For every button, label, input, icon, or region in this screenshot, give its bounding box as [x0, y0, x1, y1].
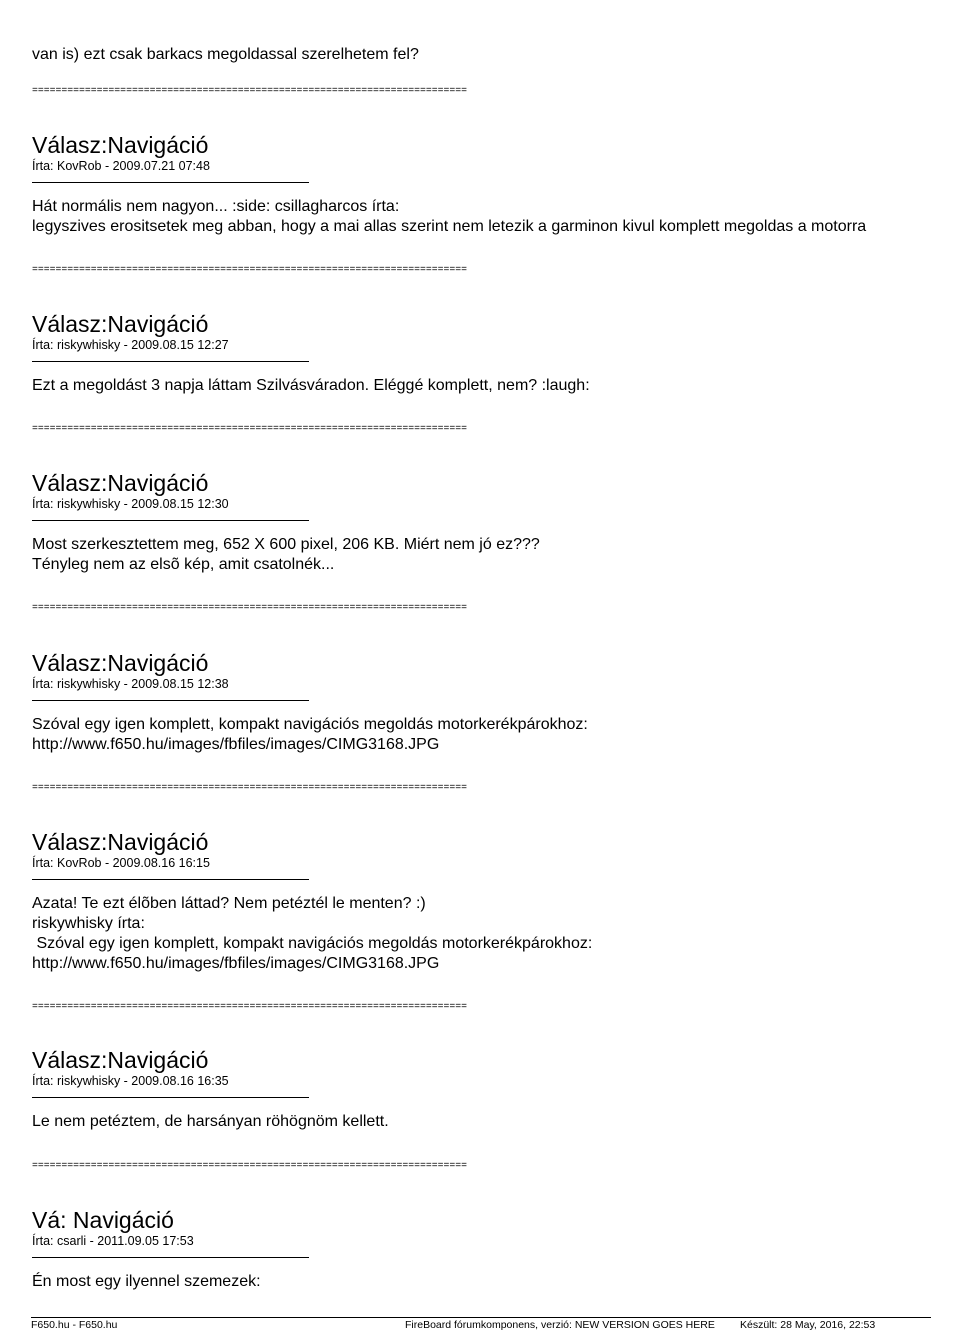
post-title: Válasz:Navigáció	[32, 1047, 209, 1073]
quote-author: riskywhisky írta:	[32, 915, 145, 932]
post-line: Le nem petéztem, de harsányan röhögnöm kellett.	[32, 1113, 389, 1130]
post-line: Szóval egy igen komplett, kompakt navigációs megoldás motorkerékpárokhoz:	[32, 716, 588, 733]
separator: ==========================================================================	[32, 1001, 468, 1012]
post-divider	[32, 520, 309, 521]
separator: ==========================================================================	[32, 602, 468, 613]
post-title: Válasz:Navigáció	[32, 650, 209, 676]
post-title: Válasz:Navigáció	[32, 470, 209, 496]
post-line: Most szerkesztettem meg, 652 X 600 pixel, 206 KB. Miért nem jó ez???	[32, 536, 540, 553]
separator: ==========================================================================	[32, 782, 468, 793]
post-line: Hát normális nem nagyon... :side: csillagharcos írta:	[32, 198, 400, 215]
post	[32, 132, 932, 237]
post-link[interactable]: http://www.f650.hu/images/fbfiles/images/CIMG3168.JPG	[32, 736, 440, 753]
separator: ==========================================================================	[32, 1160, 468, 1171]
footer-generated: Készült: 28 May, 2016, 22:53	[740, 1319, 876, 1331]
post-meta: Írta: csarli - 2011.09.05 17:53	[32, 1234, 194, 1248]
post-body	[32, 894, 932, 974]
separator: ==========================================================================	[32, 423, 468, 434]
separator: ==========================================================================	[32, 264, 468, 275]
separator: ==========================================================================	[32, 85, 468, 96]
page-footer	[0, 1317, 960, 1332]
post-line: legyszives erositsetek meg abban, hogy a mai allas szerint nem letezik a garminon kivul komplett megoldas a motorra	[32, 218, 867, 235]
post-meta: Írta: riskywhisky - 2009.08.15 12:27	[32, 338, 229, 352]
post-meta: Írta: riskywhisky - 2009.08.15 12:30	[32, 497, 229, 511]
post-line: Azata! Te ezt élõben láttad? Nem petéztél le menten? :)	[32, 895, 426, 912]
post-line: Én most egy ilyennel szemezek:	[32, 1273, 261, 1290]
post-body	[32, 197, 932, 237]
post-meta: Írta: KovRob - 2009.08.16 16:15	[32, 856, 210, 870]
post-divider	[32, 879, 309, 880]
post	[32, 1047, 932, 1132]
post-title: Válasz:Navigáció	[32, 132, 209, 158]
post-meta: Írta: KovRob - 2009.07.21 07:48	[32, 159, 210, 173]
footer-component: FireBoard fórumkomponens, verzió: NEW VERSION GOES HERE	[405, 1319, 715, 1331]
post-divider	[32, 700, 309, 701]
post-divider	[32, 361, 309, 362]
post-body	[32, 1272, 932, 1292]
post	[32, 311, 932, 396]
post-divider	[32, 1257, 309, 1258]
post-body	[32, 535, 932, 575]
post-divider	[32, 1097, 309, 1098]
footer-divider	[31, 1317, 931, 1318]
post-meta: Írta: riskywhisky - 2009.08.15 12:38	[32, 677, 229, 691]
post-line: Ezt a megoldást 3 napja láttam Szilvásváradon. Eléggé komplett, nem? :laugh:	[32, 377, 590, 394]
post-body	[32, 715, 932, 755]
post-link[interactable]: http://www.f650.hu/images/fbfiles/images/CIMG3168.JPG	[32, 955, 440, 972]
post-divider	[32, 182, 309, 183]
intro-text: van is) ezt csak barkacs megoldassal szerelhetem fel?	[32, 46, 419, 63]
post	[32, 650, 932, 755]
post-body	[32, 1112, 932, 1132]
post	[32, 829, 932, 974]
footer-site: F650.hu - F650.hu	[31, 1319, 118, 1331]
post-title: Válasz:Navigáció	[32, 311, 209, 337]
post-meta: Írta: riskywhisky - 2009.08.16 16:35	[32, 1074, 229, 1088]
post-body	[32, 376, 932, 396]
quote-text: Szóval egy igen komplett, kompakt navigációs megoldás motorkerékpárokhoz:	[32, 935, 593, 952]
post	[32, 1207, 932, 1292]
post	[32, 470, 932, 575]
post-title: Vá: Navigáció	[32, 1207, 174, 1233]
post-title: Válasz:Navigáció	[32, 829, 209, 855]
post-line: Tényleg nem az elsõ kép, amit csatolnék...	[32, 556, 335, 573]
